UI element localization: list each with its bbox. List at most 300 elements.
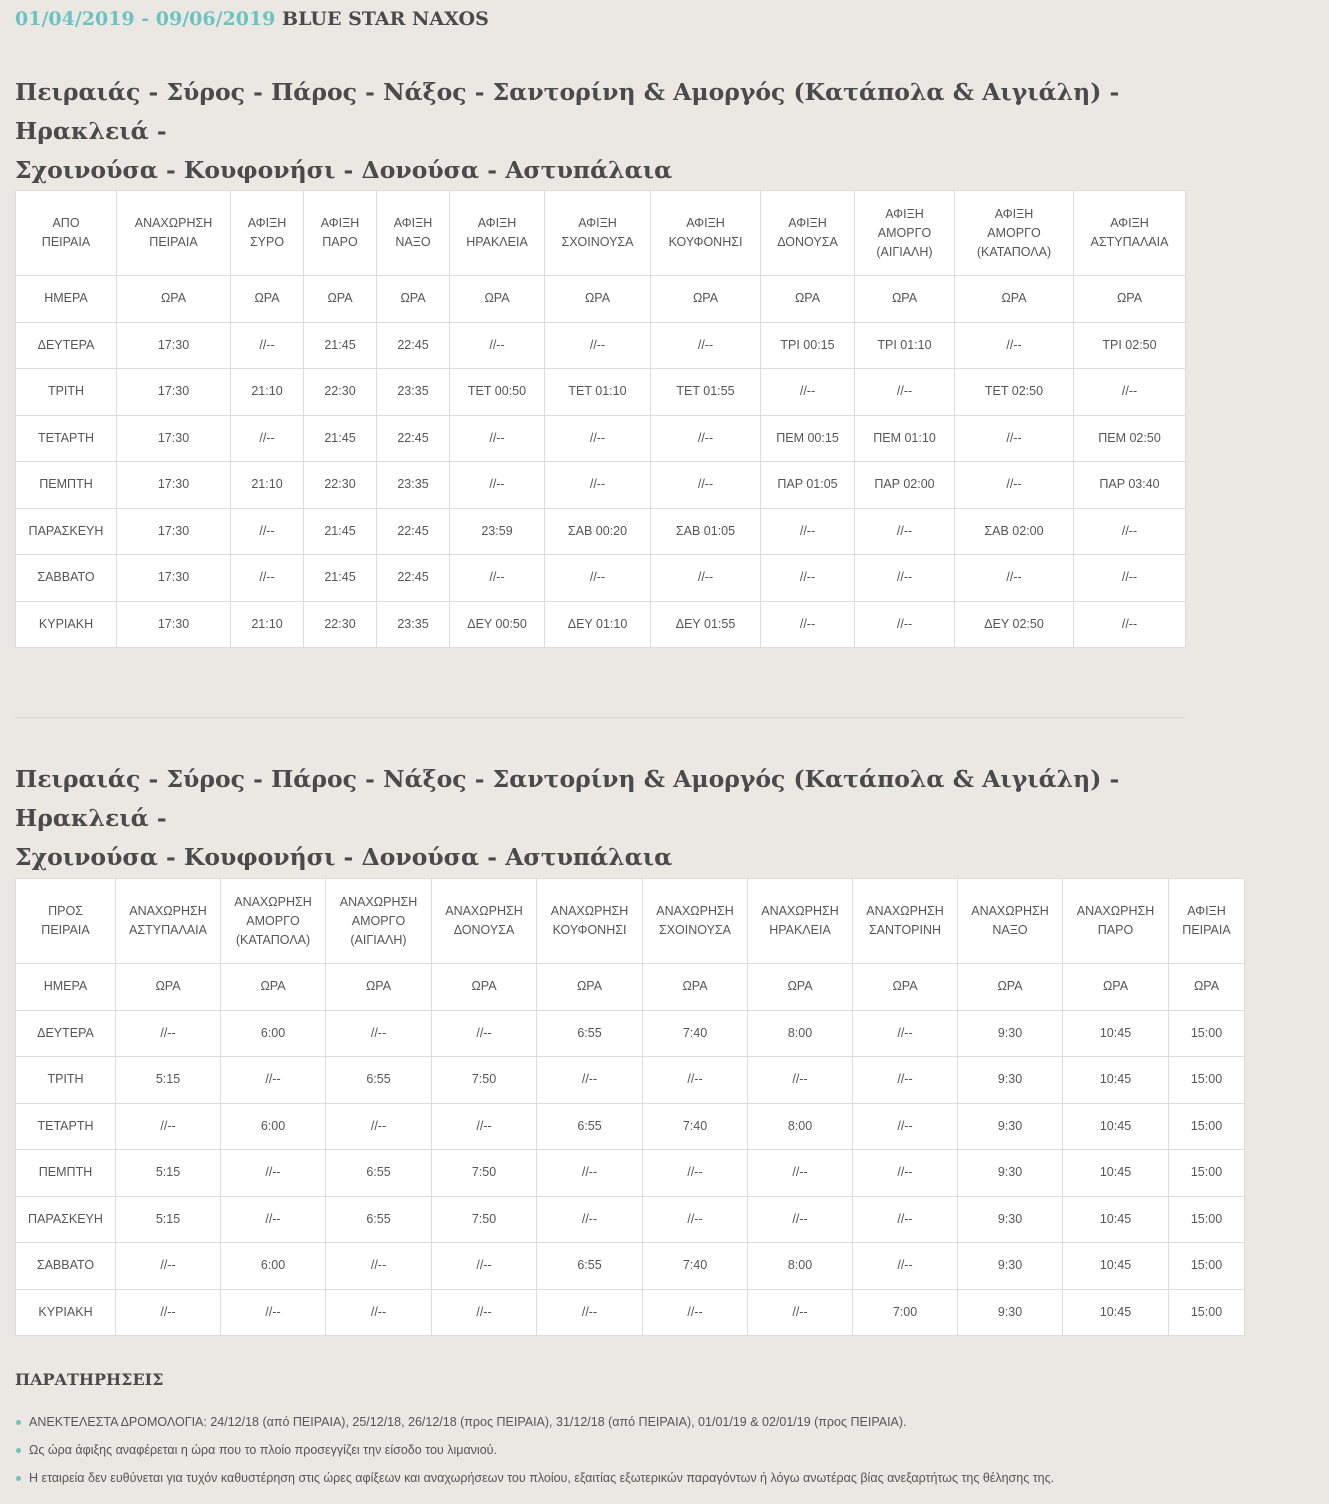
time-cell: //-- [955, 322, 1074, 369]
outbound-timetable [15, 190, 1186, 648]
bullet-icon [16, 1448, 21, 1453]
table-row [16, 1243, 1245, 1290]
column-header [116, 879, 221, 964]
table-row [16, 462, 1186, 509]
time-cell: 9:30 [958, 1196, 1063, 1243]
header-line: ΚΟΥΦΟΝΗΣΙ [668, 235, 743, 249]
time-cell: ΠΕΜ 01:10 [855, 415, 955, 462]
header-line: (ΑΙΓΙΑΛΗ) [350, 932, 407, 947]
header-line: ΑΦΙΞΗ [788, 216, 827, 230]
day-cell: ΔΕΥΤΕΡΑ [16, 1010, 116, 1057]
time-cell: //-- [643, 1289, 748, 1336]
time-cell: //-- [221, 1150, 326, 1197]
time-cell: 9:30 [958, 1010, 1063, 1057]
time-cell: 21:45 [304, 415, 377, 462]
header-line: ΑΝΑΧΩΡΗΣΗ [656, 904, 734, 918]
time-cell: 8:00 [748, 1243, 853, 1290]
time-cell: 21:45 [304, 555, 377, 602]
header-line: ΣΧΟΙΝΟΥΣΑ [561, 235, 634, 249]
column-header [853, 879, 958, 964]
time-cell: ΤΡΙ 02:50 [1074, 322, 1186, 369]
time-cell: 7:40 [643, 1103, 748, 1150]
time-cell: //-- [748, 1150, 853, 1197]
time-cell: 8:00 [748, 1103, 853, 1150]
time-cell: //-- [231, 415, 304, 462]
time-cell: ΩΡΑ [117, 276, 231, 323]
column-header [1169, 879, 1245, 964]
header-line: ΑΦΙΞΗ [1110, 216, 1149, 230]
day-cell: ΠΑΡΑΣΚΕΥΗ [16, 1196, 116, 1243]
time-cell: //-- [748, 1057, 853, 1104]
time-cell: ΔΕΥ 02:50 [955, 601, 1074, 648]
column-header [221, 879, 326, 964]
time-cell: //-- [955, 415, 1074, 462]
day-cell: ΔΕΥΤΕΡΑ [16, 322, 117, 369]
table-row [16, 1150, 1245, 1197]
time-cell: 22:30 [304, 601, 377, 648]
header-line: ΑΜΟΡΓΟ [987, 225, 1041, 240]
time-cell: ΩΡΑ [450, 276, 545, 323]
day-cell: ΚΥΡΙΑΚΗ [16, 601, 117, 648]
time-cell: ΠΕΜ 02:50 [1074, 415, 1186, 462]
notes-list [15, 1412, 1054, 1496]
time-cell: //-- [1074, 369, 1186, 416]
header-line: ΠΑΡΟ [322, 235, 358, 249]
time-cell: //-- [761, 601, 855, 648]
header-line: ΑΦΙΞΗ [1187, 904, 1226, 918]
header-line: ΠΕΙΡΑΙΑ [1182, 923, 1231, 937]
column-header [643, 879, 748, 964]
time-cell: ΤΡΙ 00:15 [761, 322, 855, 369]
time-cell: 15:00 [1169, 1103, 1245, 1150]
note-text: Ως ώρα άφιξης αναφέρεται η ώρα που το πλοίο προσεγγίζει την είσοδο του λιμανιού. [29, 1443, 497, 1457]
table-row [16, 369, 1186, 416]
time-cell: //-- [231, 508, 304, 555]
bullet-icon [16, 1476, 21, 1481]
time-cell: //-- [545, 415, 651, 462]
header-line: ΑΝΑΧΩΡΗΣΗ [550, 904, 629, 918]
time-cell: 21:10 [231, 462, 304, 509]
day-cell: ΣΑΒΒΑΤΟ [16, 555, 117, 602]
time-cell: //-- [855, 508, 955, 555]
time-cell: ΠΑΡ 03:40 [1074, 462, 1186, 509]
notes-title: ΠΑΡΑΤΗΡΗΣΕΙΣ [15, 1370, 164, 1389]
time-cell: ΩΡΑ [1074, 276, 1186, 323]
time-cell: ΩΡΑ [761, 276, 855, 323]
header-line: ΑΝΑΧΩΡΗΣΗ [129, 904, 207, 918]
header-line: ΑΦΙΞΗ [477, 216, 517, 230]
time-cell: //-- [651, 415, 761, 462]
time-cell: 9:30 [958, 1103, 1063, 1150]
time-cell: ΠΑΡ 01:05 [761, 462, 855, 509]
time-cell: //-- [432, 1243, 537, 1290]
time-cell: //-- [432, 1289, 537, 1336]
route-title-return [15, 760, 1195, 877]
time-cell: //-- [853, 1150, 958, 1197]
time-cell: ΩΡΑ [1063, 964, 1169, 1011]
time-cell: ΩΡΑ [432, 964, 537, 1011]
table-row [16, 601, 1186, 648]
time-cell: //-- [116, 1103, 221, 1150]
time-cell: 21:10 [231, 601, 304, 648]
header-line: ΝΑΞΟ [395, 235, 431, 249]
time-cell: 21:45 [304, 322, 377, 369]
time-cell: 15:00 [1169, 1150, 1245, 1197]
time-cell: 7:40 [643, 1010, 748, 1057]
time-cell: //-- [853, 1196, 958, 1243]
time-cell: ΤΕΤ 01:10 [545, 369, 651, 416]
table-row [16, 1103, 1245, 1150]
time-cell: ΠΕΜ 00:15 [761, 415, 855, 462]
time-cell: ΩΡΑ [748, 964, 853, 1011]
time-cell: 9:30 [958, 1150, 1063, 1197]
time-cell: ΔΕΥ 01:55 [651, 601, 761, 648]
time-cell: 5:15 [116, 1057, 221, 1104]
header-line: ΑΝΑΧΩΡΗΣΗ [866, 904, 944, 918]
time-cell: 17:30 [117, 555, 231, 602]
header-line: ΔΟΝΟΥΣΑ [453, 923, 515, 937]
header-line: ΣΧΟΙΝΟΥΣΑ [658, 923, 731, 937]
time-cell: 15:00 [1169, 1289, 1245, 1336]
table-row [16, 508, 1186, 555]
header-line: ΑΝΑΧΩΡΗΣΗ [234, 894, 312, 909]
column-header [537, 879, 643, 964]
time-cell: 9:30 [958, 1289, 1063, 1336]
column-header [1074, 191, 1186, 276]
return-timetable [15, 878, 1245, 1336]
header-row [16, 191, 1186, 276]
time-cell: 7:50 [432, 1196, 537, 1243]
time-cell: //-- [116, 1289, 221, 1336]
time-cell: //-- [326, 1243, 432, 1290]
header-line: ΑΜΟΡΓΟ [246, 913, 300, 928]
table-row [16, 276, 1186, 323]
column-header [450, 191, 545, 276]
header-line: ΑΜΟΡΓΟ [351, 913, 406, 928]
page-header [15, 8, 489, 30]
time-cell: 10:45 [1063, 1243, 1169, 1290]
column-header [16, 879, 116, 964]
time-cell: 9:30 [958, 1243, 1063, 1290]
time-cell: ΣΑΒ 00:20 [545, 508, 651, 555]
time-cell: //-- [853, 1057, 958, 1104]
table-row [16, 555, 1186, 602]
time-cell: ΩΡΑ [116, 964, 221, 1011]
time-cell: //-- [761, 508, 855, 555]
time-cell: //-- [651, 462, 761, 509]
time-cell: //-- [545, 322, 651, 369]
time-cell: 6:55 [537, 1010, 643, 1057]
time-cell: 22:45 [377, 508, 450, 555]
column-header [761, 191, 855, 276]
bullet-icon [16, 1420, 21, 1425]
column-header [855, 191, 955, 276]
time-cell: //-- [1074, 555, 1186, 602]
day-cell: ΠΑΡΑΣΚΕΥΗ [16, 508, 117, 555]
day-cell: ΗΜΕΡΑ [16, 964, 116, 1011]
time-cell: //-- [231, 555, 304, 602]
day-cell: ΠΕΜΠΤΗ [16, 1150, 116, 1197]
header-line: (ΚΑΤΑΠΟΛΑ) [235, 932, 311, 947]
header-line: ΚΟΥΦΟΝΗΣΙ [552, 923, 627, 937]
time-cell: 23:59 [450, 508, 545, 555]
time-cell: 6:00 [221, 1243, 326, 1290]
time-cell: 10:45 [1063, 1289, 1169, 1336]
time-cell: 17:30 [117, 415, 231, 462]
time-cell: ΩΡΑ [958, 964, 1063, 1011]
time-cell: //-- [432, 1010, 537, 1057]
time-cell: 22:30 [304, 462, 377, 509]
time-cell: ΤΕΤ 00:50 [450, 369, 545, 416]
table-row [16, 322, 1186, 369]
time-cell: ΩΡΑ [221, 964, 326, 1011]
day-cell: ΠΕΜΠΤΗ [16, 462, 117, 509]
time-cell: ΩΡΑ [231, 276, 304, 323]
time-cell: 6:55 [326, 1196, 432, 1243]
header-line: ΑΦΙΞΗ [320, 216, 360, 230]
time-cell: //-- [853, 1243, 958, 1290]
column-header [432, 879, 537, 964]
time-cell: 22:45 [377, 322, 450, 369]
header-line: ΑΝΑΧΩΡΗΣΗ [445, 904, 523, 918]
time-cell: ΩΡΑ [545, 276, 651, 323]
time-cell: ΩΡΑ [643, 964, 748, 1011]
header-line: ΑΦΙΞΗ [247, 216, 287, 230]
header-line: ΠΕΙΡΑΙΑ [149, 235, 198, 249]
time-cell: 7:00 [853, 1289, 958, 1336]
note-item [15, 1440, 1054, 1468]
table-row [16, 1057, 1245, 1104]
column-header [958, 879, 1063, 964]
time-cell: //-- [855, 555, 955, 602]
time-cell: //-- [450, 415, 545, 462]
time-cell: //-- [450, 462, 545, 509]
day-cell: ΤΡΙΤΗ [16, 1057, 116, 1104]
time-cell: //-- [221, 1057, 326, 1104]
time-cell: 17:30 [117, 462, 231, 509]
time-cell: 6:55 [537, 1103, 643, 1150]
date-range: 01/04/2019 - 09/06/2019 [15, 8, 276, 30]
header-line: (ΑΙΓΙΑΛΗ) [876, 244, 933, 259]
header-line: ΑΝΑΧΩΡΗΣΗ [971, 904, 1049, 918]
time-cell: ΔΕΥ 01:10 [545, 601, 651, 648]
time-cell: //-- [643, 1196, 748, 1243]
time-cell: //-- [537, 1150, 643, 1197]
header-line: ΑΦΙΞΗ [885, 206, 924, 221]
column-header [326, 879, 432, 964]
time-cell: //-- [116, 1243, 221, 1290]
header-line: ΑΝΑΧΩΡΗΣΗ [339, 894, 418, 909]
header-line: ΑΦΙΞΗ [994, 206, 1034, 221]
time-cell: 21:10 [231, 369, 304, 416]
time-cell: 17:30 [117, 322, 231, 369]
table-row [16, 964, 1245, 1011]
time-cell: ΣΑΒ 01:05 [651, 508, 761, 555]
time-cell: //-- [1074, 508, 1186, 555]
time-cell: //-- [1074, 601, 1186, 648]
time-cell: //-- [326, 1103, 432, 1150]
time-cell: ΤΕΤ 01:55 [651, 369, 761, 416]
time-cell: //-- [537, 1289, 643, 1336]
time-cell: 10:45 [1063, 1103, 1169, 1150]
time-cell: 17:30 [117, 369, 231, 416]
time-cell: //-- [853, 1103, 958, 1150]
column-header [1063, 879, 1169, 964]
time-cell: //-- [221, 1289, 326, 1336]
time-cell: ΩΡΑ [853, 964, 958, 1011]
column-header [651, 191, 761, 276]
header-line: ΠΕΙΡΑΙΑ [41, 923, 90, 937]
time-cell: 6:00 [221, 1010, 326, 1057]
time-cell: 15:00 [1169, 1010, 1245, 1057]
time-cell: 23:35 [377, 601, 450, 648]
time-cell: 10:45 [1063, 1150, 1169, 1197]
table-row [16, 1289, 1245, 1336]
time-cell: 22:30 [304, 369, 377, 416]
time-cell: ΠΑΡ 02:00 [855, 462, 955, 509]
time-cell: //-- [855, 369, 955, 416]
header-line: ΗΡΑΚΛΕΙΑ [466, 235, 528, 249]
time-cell: //-- [326, 1289, 432, 1336]
header-line: ΔΟΝΟΥΣΑ [777, 235, 838, 249]
time-cell: //-- [545, 555, 651, 602]
time-cell: ΣΑΒ 02:00 [955, 508, 1074, 555]
header-line: ΠΡΟΣ [48, 904, 83, 918]
time-cell: //-- [853, 1010, 958, 1057]
time-cell: 21:45 [304, 508, 377, 555]
time-cell: //-- [651, 555, 761, 602]
time-cell: //-- [761, 555, 855, 602]
time-cell: //-- [432, 1103, 537, 1150]
header-line: ΑΝΑΧΩΡΗΣΗ [761, 904, 839, 918]
header-line: ΝΑΞΟ [992, 923, 1028, 937]
time-cell: 6:55 [326, 1057, 432, 1104]
time-cell: ΩΡΑ [651, 276, 761, 323]
header-line: ΣΥΡΟ [249, 235, 285, 249]
column-header [231, 191, 304, 276]
table-row [16, 415, 1186, 462]
time-cell: 17:30 [117, 508, 231, 555]
time-cell: ΩΡΑ [855, 276, 955, 323]
table-row [16, 1010, 1245, 1057]
note-text: ΑΝΕΚΤΕΛΕΣΤΑ ΔΡΟΜΟΛΟΓΙΑ: 24/12/18 (από ΠΕΙΡΑΙΑ), 25/12/18, 26/12/18 (προς ΠΕΙΡΑΙΑ), 31/12/18 (από ΠΕΙΡΑΙΑ), 01/01/19 & 02/01/19 (προς ΠΕΙΡΑΙΑ). [29, 1415, 907, 1429]
time-cell: 10:45 [1063, 1057, 1169, 1104]
column-header [545, 191, 651, 276]
time-cell: ΩΡΑ [955, 276, 1074, 323]
header-line: (ΚΑΤΑΠΟΛΑ) [976, 244, 1052, 259]
header-row [16, 879, 1245, 964]
time-cell: 23:35 [377, 462, 450, 509]
time-cell: ΤΕΤ 02:50 [955, 369, 1074, 416]
time-cell: ΔΕΥ 00:50 [450, 601, 545, 648]
time-cell: //-- [231, 322, 304, 369]
time-cell: //-- [537, 1196, 643, 1243]
header-line: ΠΕΙΡΑΙΑ [41, 235, 91, 249]
time-cell: 22:45 [377, 415, 450, 462]
time-cell: //-- [545, 462, 651, 509]
note-item [15, 1412, 1054, 1440]
time-cell: 22:45 [377, 555, 450, 602]
day-cell: ΚΥΡΙΑΚΗ [16, 1289, 116, 1336]
column-header [304, 191, 377, 276]
time-cell: 8:00 [748, 1010, 853, 1057]
header-line: ΠΑΡΟ [1097, 923, 1134, 937]
header-line: ΣΑΝΤΟΡΙΝΗ [868, 923, 942, 937]
header-line: ΑΦΙΞΗ [393, 216, 433, 230]
time-cell: 17:30 [117, 601, 231, 648]
time-cell: //-- [450, 322, 545, 369]
time-cell: //-- [221, 1196, 326, 1243]
time-cell: ΩΡΑ [537, 964, 643, 1011]
time-cell: //-- [651, 322, 761, 369]
time-cell: 9:30 [958, 1057, 1063, 1104]
time-cell: 6:55 [326, 1150, 432, 1197]
time-cell: 5:15 [116, 1196, 221, 1243]
header-line: ΑΣΤΥΠΑΛΑΙΑ [1090, 235, 1169, 249]
time-cell: 15:00 [1169, 1057, 1245, 1104]
header-line: ΑΦΙΞΗ [686, 216, 725, 230]
route-title-outbound [15, 73, 1195, 190]
column-header [117, 191, 231, 276]
time-cell: 6:55 [537, 1243, 643, 1290]
time-cell: ΩΡΑ [304, 276, 377, 323]
note-item [15, 1468, 1054, 1496]
time-cell: //-- [955, 555, 1074, 602]
day-cell: ΤΕΤΑΡΤΗ [16, 1103, 116, 1150]
header-line: ΗΡΑΚΛΕΙΑ [769, 923, 831, 937]
time-cell: //-- [761, 369, 855, 416]
time-cell: 7:50 [432, 1150, 537, 1197]
time-cell: //-- [643, 1150, 748, 1197]
ship-name: BLUE STAR NAXOS [282, 8, 489, 30]
time-cell: 6:00 [221, 1103, 326, 1150]
time-cell: ΩΡΑ [326, 964, 432, 1011]
header-line: ΑΣΤΥΠΑΛΑΙΑ [129, 923, 207, 937]
day-cell: ΗΜΕΡΑ [16, 276, 117, 323]
column-header [377, 191, 450, 276]
route-line: Πειραιάς - Σύρος - Πάρος - Νάξος - Σαντορίνη & Αμοργός (Κατάπολα & Αιγιάλη) - Ηρακλειά - [15, 78, 1120, 145]
header-line: ΑΝΑΧΩΡΗΣΗ [134, 216, 213, 230]
time-cell: 10:45 [1063, 1196, 1169, 1243]
column-header [748, 879, 853, 964]
time-cell: 15:00 [1169, 1196, 1245, 1243]
time-cell: 23:35 [377, 369, 450, 416]
time-cell: ΩΡΑ [377, 276, 450, 323]
section-divider [15, 717, 1185, 718]
time-cell: //-- [748, 1196, 853, 1243]
header-line: ΑΦΙΞΗ [578, 216, 617, 230]
column-header [16, 191, 117, 276]
header-line: ΑΠΟ [52, 216, 80, 230]
route-line: Σχοινούσα - Κουφονήσι - Δονούσα - Αστυπάλαια [15, 843, 673, 871]
table-row [16, 1196, 1245, 1243]
note-text: Η εταιρεία δεν ευθύνεται για τυχόν καθυστέρηση στις ώρες αφίξεων και αναχωρήσεων του πλοίου, εξαιτίας εξωτερικών παραγόντων ή λόγω ανωτέρας βίας ανεξαρτήτως της θέλησης της. [29, 1471, 1055, 1485]
time-cell: //-- [116, 1010, 221, 1057]
route-line: Πειραιάς - Σύρος - Πάρος - Νάξος - Σαντορίνη & Αμοργός (Κατάπολα & Αιγιάλη) - Ηρακλειά - [15, 765, 1120, 832]
time-cell: //-- [537, 1057, 643, 1104]
route-line: Σχοινούσα - Κουφονήσι - Δονούσα - Αστυπάλαια [15, 156, 673, 184]
time-cell: //-- [748, 1289, 853, 1336]
day-cell: ΤΡΙΤΗ [16, 369, 117, 416]
time-cell: //-- [326, 1010, 432, 1057]
time-cell: 10:45 [1063, 1010, 1169, 1057]
time-cell: ΩΡΑ [1169, 964, 1245, 1011]
time-cell: 7:50 [432, 1057, 537, 1104]
time-cell: //-- [955, 462, 1074, 509]
time-cell: 5:15 [116, 1150, 221, 1197]
time-cell: 7:40 [643, 1243, 748, 1290]
time-cell: //-- [855, 601, 955, 648]
